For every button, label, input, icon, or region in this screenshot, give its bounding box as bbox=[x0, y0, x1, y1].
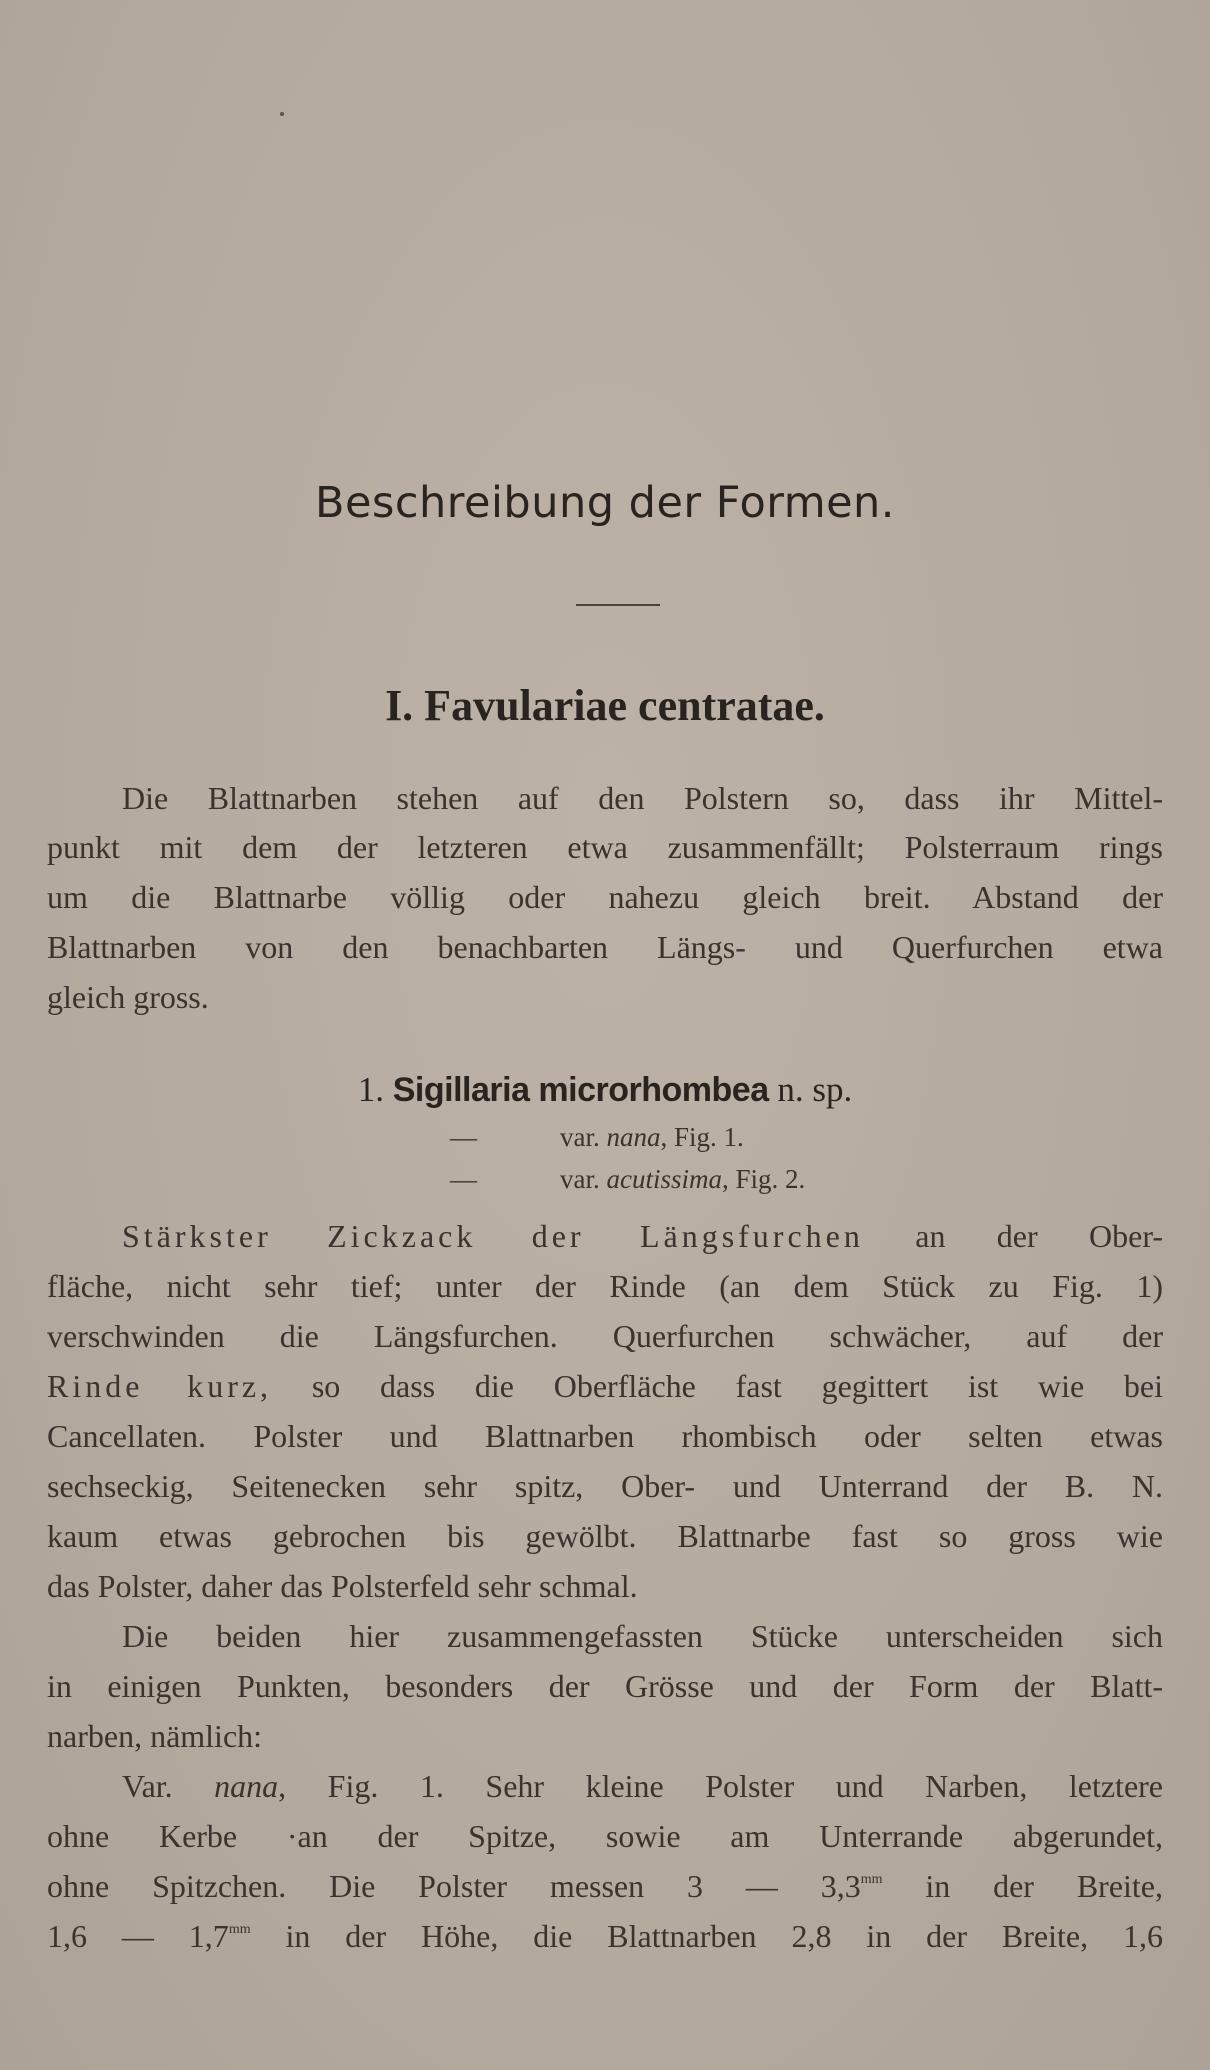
text-line: das Polster, daher das Polsterfeld sehr schmal. bbox=[47, 1568, 638, 1604]
text-line: Blattnarben von den benachbarten Längs- und Querfurchen etwa bbox=[47, 929, 1163, 965]
text-line: Rinde kurz, so dass die Oberfläche fast gegittert ist wie bei bbox=[47, 1368, 1164, 1404]
variety-text: var. acutissima, Fig. 2. bbox=[560, 1164, 806, 1194]
text-line: Die beiden hier zusammengefassten Stücke unterscheiden sich bbox=[122, 1618, 1163, 1654]
text-line: Var. nana, Fig. 1. Sehr kleine Polster und Narben, letztere bbox=[122, 1768, 1164, 1804]
heading-rule bbox=[576, 604, 660, 606]
ink-speck bbox=[280, 112, 284, 116]
text-line: sechseckig, Seitenecken sehr spitz, Ober- und Unterrand der B. N. bbox=[47, 1468, 1163, 1504]
text-line: ohne Spitzchen. Die Polster messen 3 — $3,3^{mm}$ in der Breite, bbox=[47, 1868, 1163, 1904]
text-line: fläche, nicht sehr tief; unter der Rinde (an dem Stück zu Fig. 1) bbox=[47, 1268, 1163, 1304]
text-line: verschwinden die Längsfurchen. Querfurchen schwächer, auf der bbox=[47, 1318, 1163, 1354]
species-suffix: n. sp. bbox=[768, 1070, 853, 1109]
species-heading bbox=[0, 1070, 1210, 1110]
page-heading: Beschreibung der Formen. bbox=[315, 478, 895, 528]
species-name: Sigillaria microrhombea bbox=[392, 1071, 769, 1109]
text-line: um die Blattnarbe völlig oder nahezu gleich breit. Abstand der bbox=[47, 879, 1163, 915]
text-line: gleich gross. bbox=[47, 979, 209, 1015]
variety-text: var. nana, Fig. 1. bbox=[560, 1122, 744, 1152]
variety-dash: — bbox=[450, 1122, 477, 1152]
text-line: punkt mit dem der letzteren etwa zusammenfällt; Polsterraum rings bbox=[47, 829, 1163, 865]
text-line: Die Blattnarben stehen auf den Polstern so, dass ihr Mittel- bbox=[122, 780, 1163, 816]
section-title: I. Favulariae centratae. bbox=[385, 681, 825, 730]
text-line: 1,6 — $1,7^{mm}$ in der Höhe, die Blattnarben 2,8 in der Breite, 1,6 bbox=[47, 1918, 1164, 1954]
text-line: narben, nämlich: bbox=[47, 1718, 263, 1754]
species-number: 1. bbox=[357, 1070, 384, 1109]
text-line: kaum etwas gebrochen bis gewölbt. Blattnarbe fast so gross wie bbox=[47, 1518, 1163, 1554]
text-line: Cancellaten. Polster und Blattnarben rhombisch oder selten etwas bbox=[47, 1418, 1163, 1454]
text-line: in einigen Punkten, besonders der Grösse und der Form der Blatt- bbox=[47, 1668, 1163, 1704]
text-line: ohne Kerbe ·an der Spitze, sowie am Unterrande abgerundet, bbox=[47, 1818, 1163, 1854]
text-line: Stärkster Zickzack der Längsfurchen an der Ober- bbox=[122, 1218, 1164, 1254]
variety-dash: — bbox=[450, 1164, 477, 1194]
